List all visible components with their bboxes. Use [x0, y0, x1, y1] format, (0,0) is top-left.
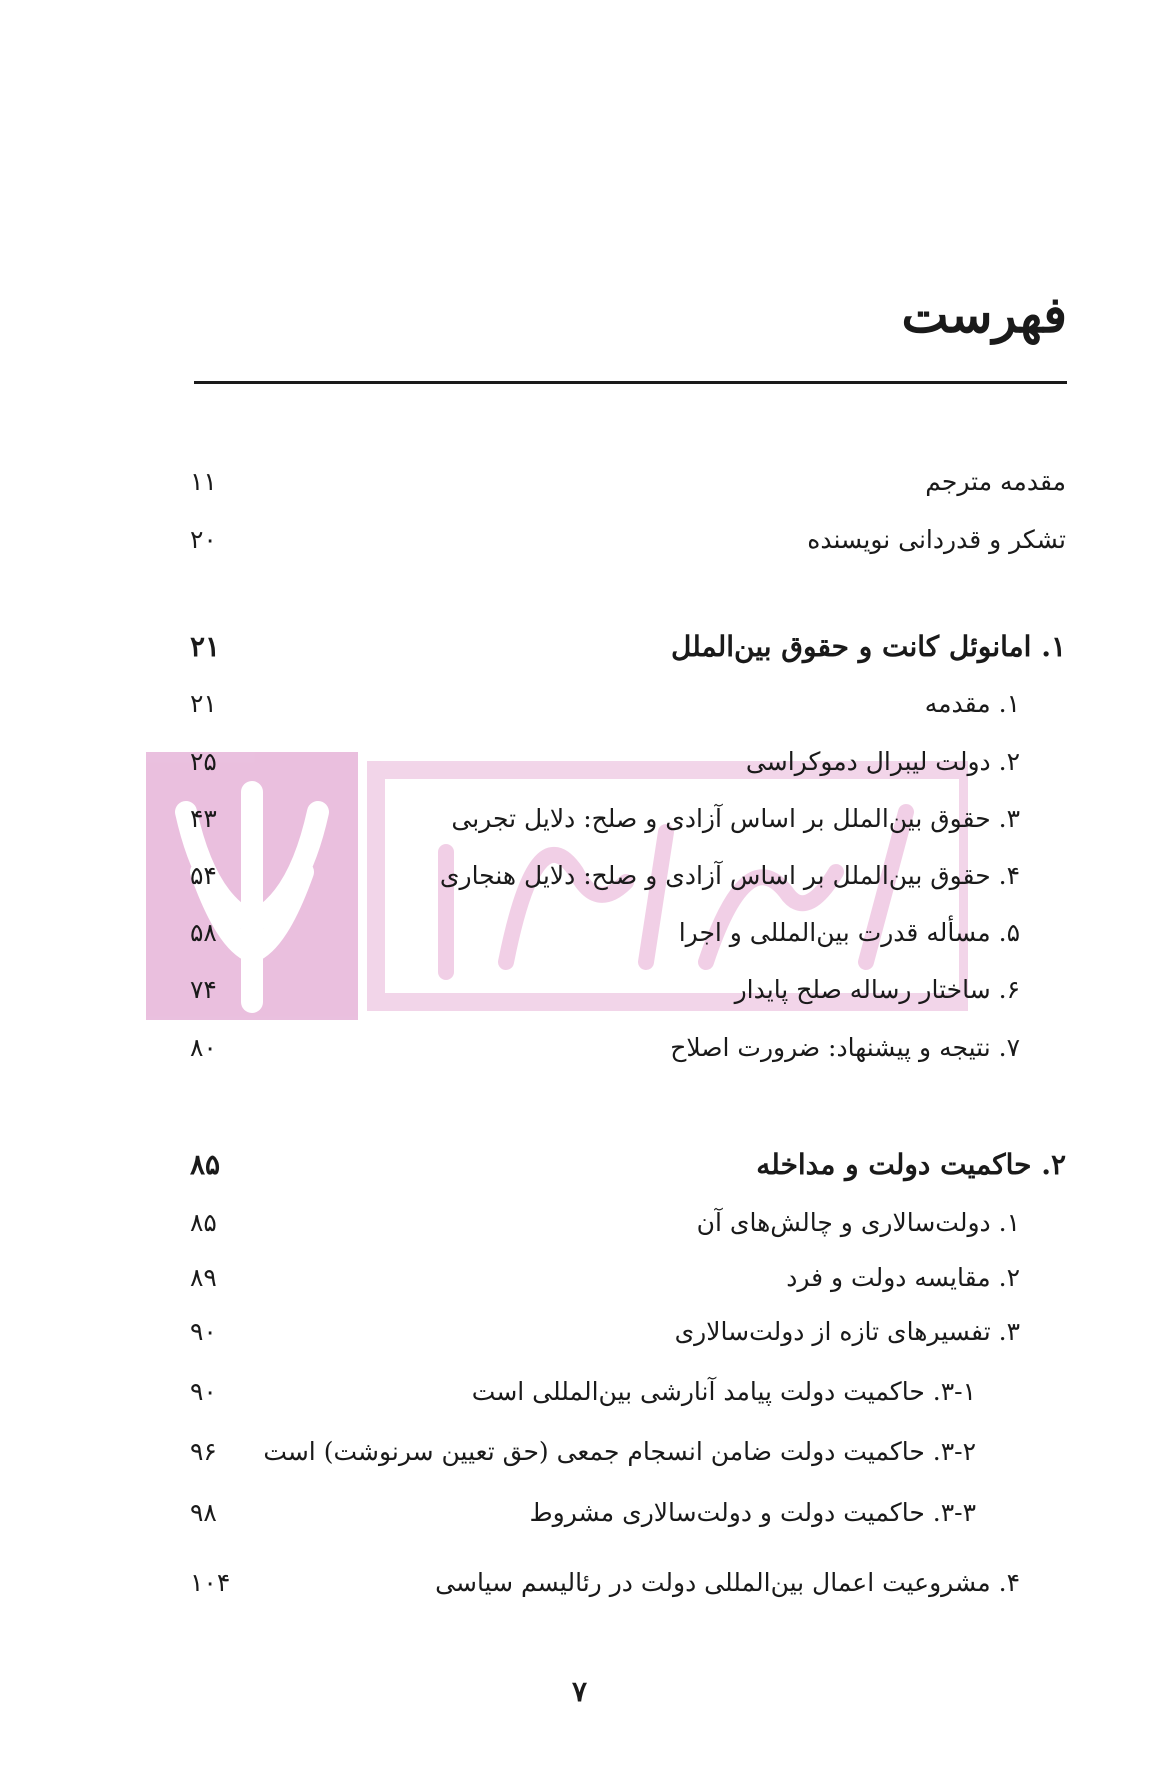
toc-entry-title: ۴. مشروعیت اعمال بین‌المللی دولت در رئالیسم سیاسی [435, 1567, 1020, 1597]
toc-entry-page: ۲۰ [190, 524, 217, 554]
toc-entry-title: ۳. حقوق بین‌الملل بر اساس آزادی و صلح: دلایل تجربی [451, 803, 1020, 833]
toc-entry-page: ۲۱ [190, 688, 217, 718]
toc-entry [190, 459, 1066, 503]
toc-entry-page: ۱۰۴ [190, 1567, 231, 1597]
toc-entry-page: ۲۱ [190, 629, 221, 663]
toc-chapter-heading [190, 1142, 1066, 1186]
toc-entry [190, 910, 1066, 954]
toc-entry-title: ۷. نتیجه و پیشنهاد: ضرورت اصلاح [670, 1032, 1020, 1062]
toc-entry-title: ۲. مقایسه دولت و فرد [786, 1262, 1020, 1292]
toc-entry [190, 681, 1066, 725]
toc-entry-title: ۲. دولت لیبرال دموکراسی [745, 746, 1020, 776]
toc-entry-page: ۱۱ [190, 466, 217, 496]
toc-entry [190, 967, 1066, 1011]
toc-entry-page: ۵۸ [190, 917, 217, 947]
toc-entry-page: ۲۵ [190, 746, 217, 776]
toc-entry-page: ۸۰ [190, 1032, 217, 1062]
title-divider [194, 381, 1067, 384]
toc-entry [190, 1560, 1066, 1604]
toc-entry-page: ۸۵ [190, 1147, 221, 1181]
toc-entry-title: ۱. مقدمه [924, 688, 1020, 718]
toc-entry [190, 1255, 1066, 1299]
toc-entry-page: ۸۹ [190, 1262, 217, 1292]
toc-entry-title: ۳-۱. حاکمیت دولت پیامد آنارشی بین‌المللی است [471, 1376, 976, 1406]
toc-entry-title: ۱. دولت‌سالاری و چالش‌های آن [696, 1207, 1020, 1237]
toc-entry [190, 517, 1066, 561]
toc-entry-title: تشکر و قدردانی نویسنده [807, 524, 1066, 554]
toc-entry [190, 739, 1066, 783]
toc-subentry [190, 1369, 1066, 1413]
toc-entry-page: ۹۶ [190, 1436, 217, 1466]
toc-entry [190, 1025, 1066, 1069]
toc-entry-title: ۱. امانوئل کانت و حقوق بین‌الملل [671, 629, 1066, 663]
page-number: ۷ [571, 1675, 588, 1708]
toc-entry-page: ۷۴ [190, 974, 217, 1004]
toc-entry-title: ۳-۳. حاکمیت دولت و دولت‌سالاری مشروط [529, 1497, 976, 1527]
toc-entry-title: مقدمه مترجم [925, 466, 1066, 496]
page-title: فهرست [901, 285, 1067, 344]
toc-entry [190, 1200, 1066, 1244]
toc-entry-page: ۹۰ [190, 1316, 217, 1346]
toc-entry-page: ۸۵ [190, 1207, 217, 1237]
toc-entry-page: ۹۸ [190, 1497, 217, 1527]
toc-entry-page: ۵۴ [190, 860, 217, 890]
toc-entry-page: ۴۳ [190, 803, 217, 833]
toc-entry-page: ۹۰ [190, 1376, 217, 1406]
toc-entry [190, 796, 1066, 840]
toc-chapter-heading [190, 624, 1066, 668]
toc-entry-title: ۵. مسأله قدرت بین‌المللی و اجرا [678, 917, 1020, 947]
toc-entry [190, 1309, 1066, 1353]
toc-entry-title: ۶. ساختار رساله صلح پایدار [734, 974, 1020, 1004]
toc-entry-title: ۲. حاکمیت دولت و مداخله [756, 1147, 1066, 1181]
toc-subentry [190, 1490, 1066, 1534]
toc-entry-title: ۳-۲. حاکمیت دولت ضامن انسجام جمعی (حق تعیین سرنوشت) است [263, 1436, 976, 1466]
toc-entry-title: ۳. تفسیرهای تازه از دولت‌سالاری [674, 1316, 1020, 1346]
toc-entry-title: ۴. حقوق بین‌الملل بر اساس آزادی و صلح: دلایل هنجاری [439, 860, 1020, 890]
toc-entry [190, 853, 1066, 897]
toc-subentry [190, 1429, 1066, 1473]
